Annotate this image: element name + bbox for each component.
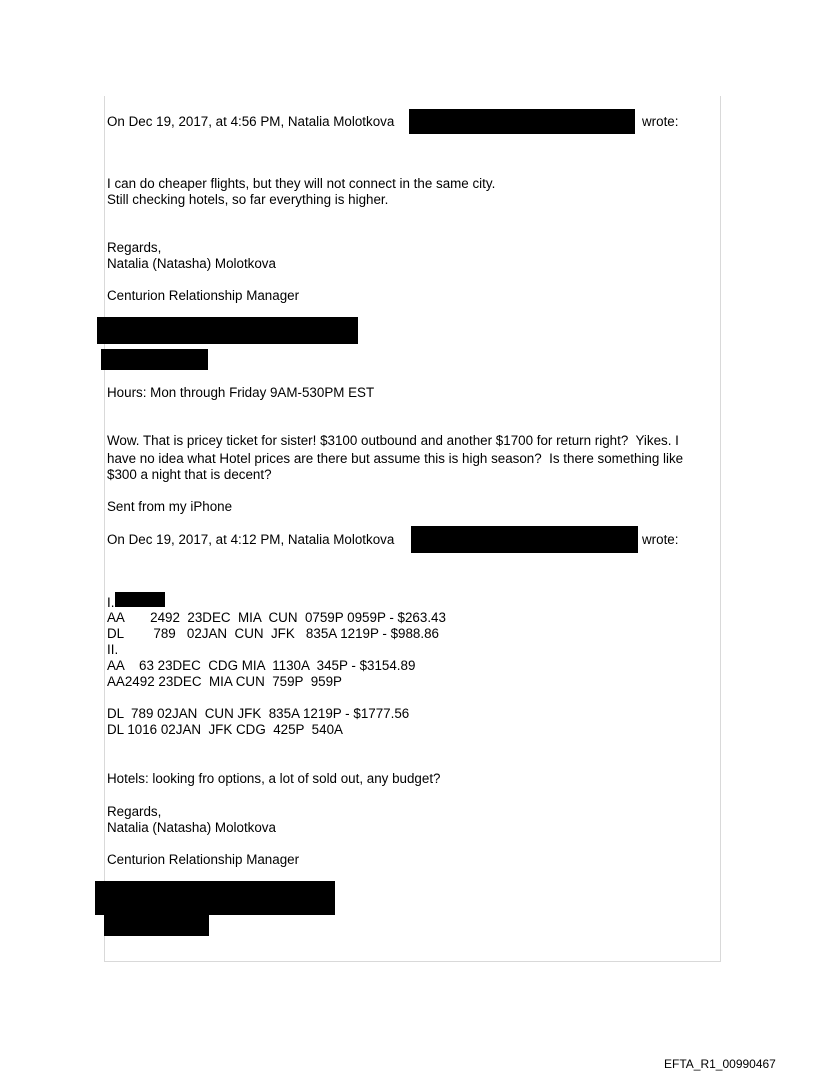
email2-header-suffix: wrote: xyxy=(642,532,679,547)
reply-body-line-1: Wow. That is pricey ticket for sister! $3100 outbound and another $1700 for return right? Yikes. I xyxy=(107,433,679,448)
option2-return-1: DL 789 02JAN CUN JFK 835A 1219P - $1777.56 xyxy=(107,706,410,721)
email1-body-line-2: Still checking hotels, so far everything is higher. xyxy=(107,192,389,207)
option2-return-2: DL 1016 02JAN JFK CDG 425P 540A xyxy=(107,722,343,737)
redaction-contact-1 xyxy=(97,317,358,344)
email2-sign-regards: Regards, xyxy=(107,804,162,819)
email1-body-line-1: I can do cheaper flights, but they will not connect in the same city. xyxy=(107,176,496,191)
email2-header-prefix: On Dec 19, 2017, at 4:12 PM, Natalia Molotkova xyxy=(107,532,395,547)
email1-header-suffix: wrote: xyxy=(642,114,679,129)
redaction-contact-4 xyxy=(104,913,209,936)
email1-sign-regards: Regards, xyxy=(107,240,162,255)
email1-sign-title: Centurion Relationship Manager xyxy=(107,288,300,303)
option1-marker: I. xyxy=(107,595,115,610)
reply-sent-from: Sent from my iPhone xyxy=(107,499,233,514)
redaction-email-address-1 xyxy=(409,109,635,134)
option1-flight-1: AA 2492 23DEC MIA CUN 0759P 0959P - $263.43 xyxy=(107,610,446,625)
document-id: EFTA_R1_00990467 xyxy=(664,1057,776,1071)
email1-sign-name: Natalia (Natasha) Molotkova xyxy=(107,256,276,271)
option2-flight-2: AA2492 23DEC MIA CUN 759P 959P xyxy=(107,674,342,689)
email1-hours: Hours: Mon through Friday 9AM-530PM EST xyxy=(107,385,375,400)
redaction-contact-2 xyxy=(101,349,208,370)
email2-hotels: Hotels: looking fro options, a lot of sold out, any budget? xyxy=(107,771,441,786)
email2-sign-title: Centurion Relationship Manager xyxy=(107,852,300,867)
reply-body-line-3: $300 a night that is decent? xyxy=(107,467,272,482)
redaction-option1-name xyxy=(115,592,165,607)
redaction-contact-3 xyxy=(95,881,335,915)
option1-flight-2: DL 789 02JAN CUN JFK 835A 1219P - $988.86 xyxy=(107,626,439,641)
option2-flight-1: AA 63 23DEC CDG MIA 1130A 345P - $3154.89 xyxy=(107,658,416,673)
email2-sign-name: Natalia (Natasha) Molotkova xyxy=(107,820,276,835)
redaction-email-address-2 xyxy=(411,526,638,553)
reply-body-line-2: have no idea what Hotel prices are there but assume this is high season? Is there something like xyxy=(107,451,684,466)
option2-marker: II. xyxy=(107,642,119,657)
email1-header-prefix: On Dec 19, 2017, at 4:56 PM, Natalia Molotkova xyxy=(107,114,395,129)
